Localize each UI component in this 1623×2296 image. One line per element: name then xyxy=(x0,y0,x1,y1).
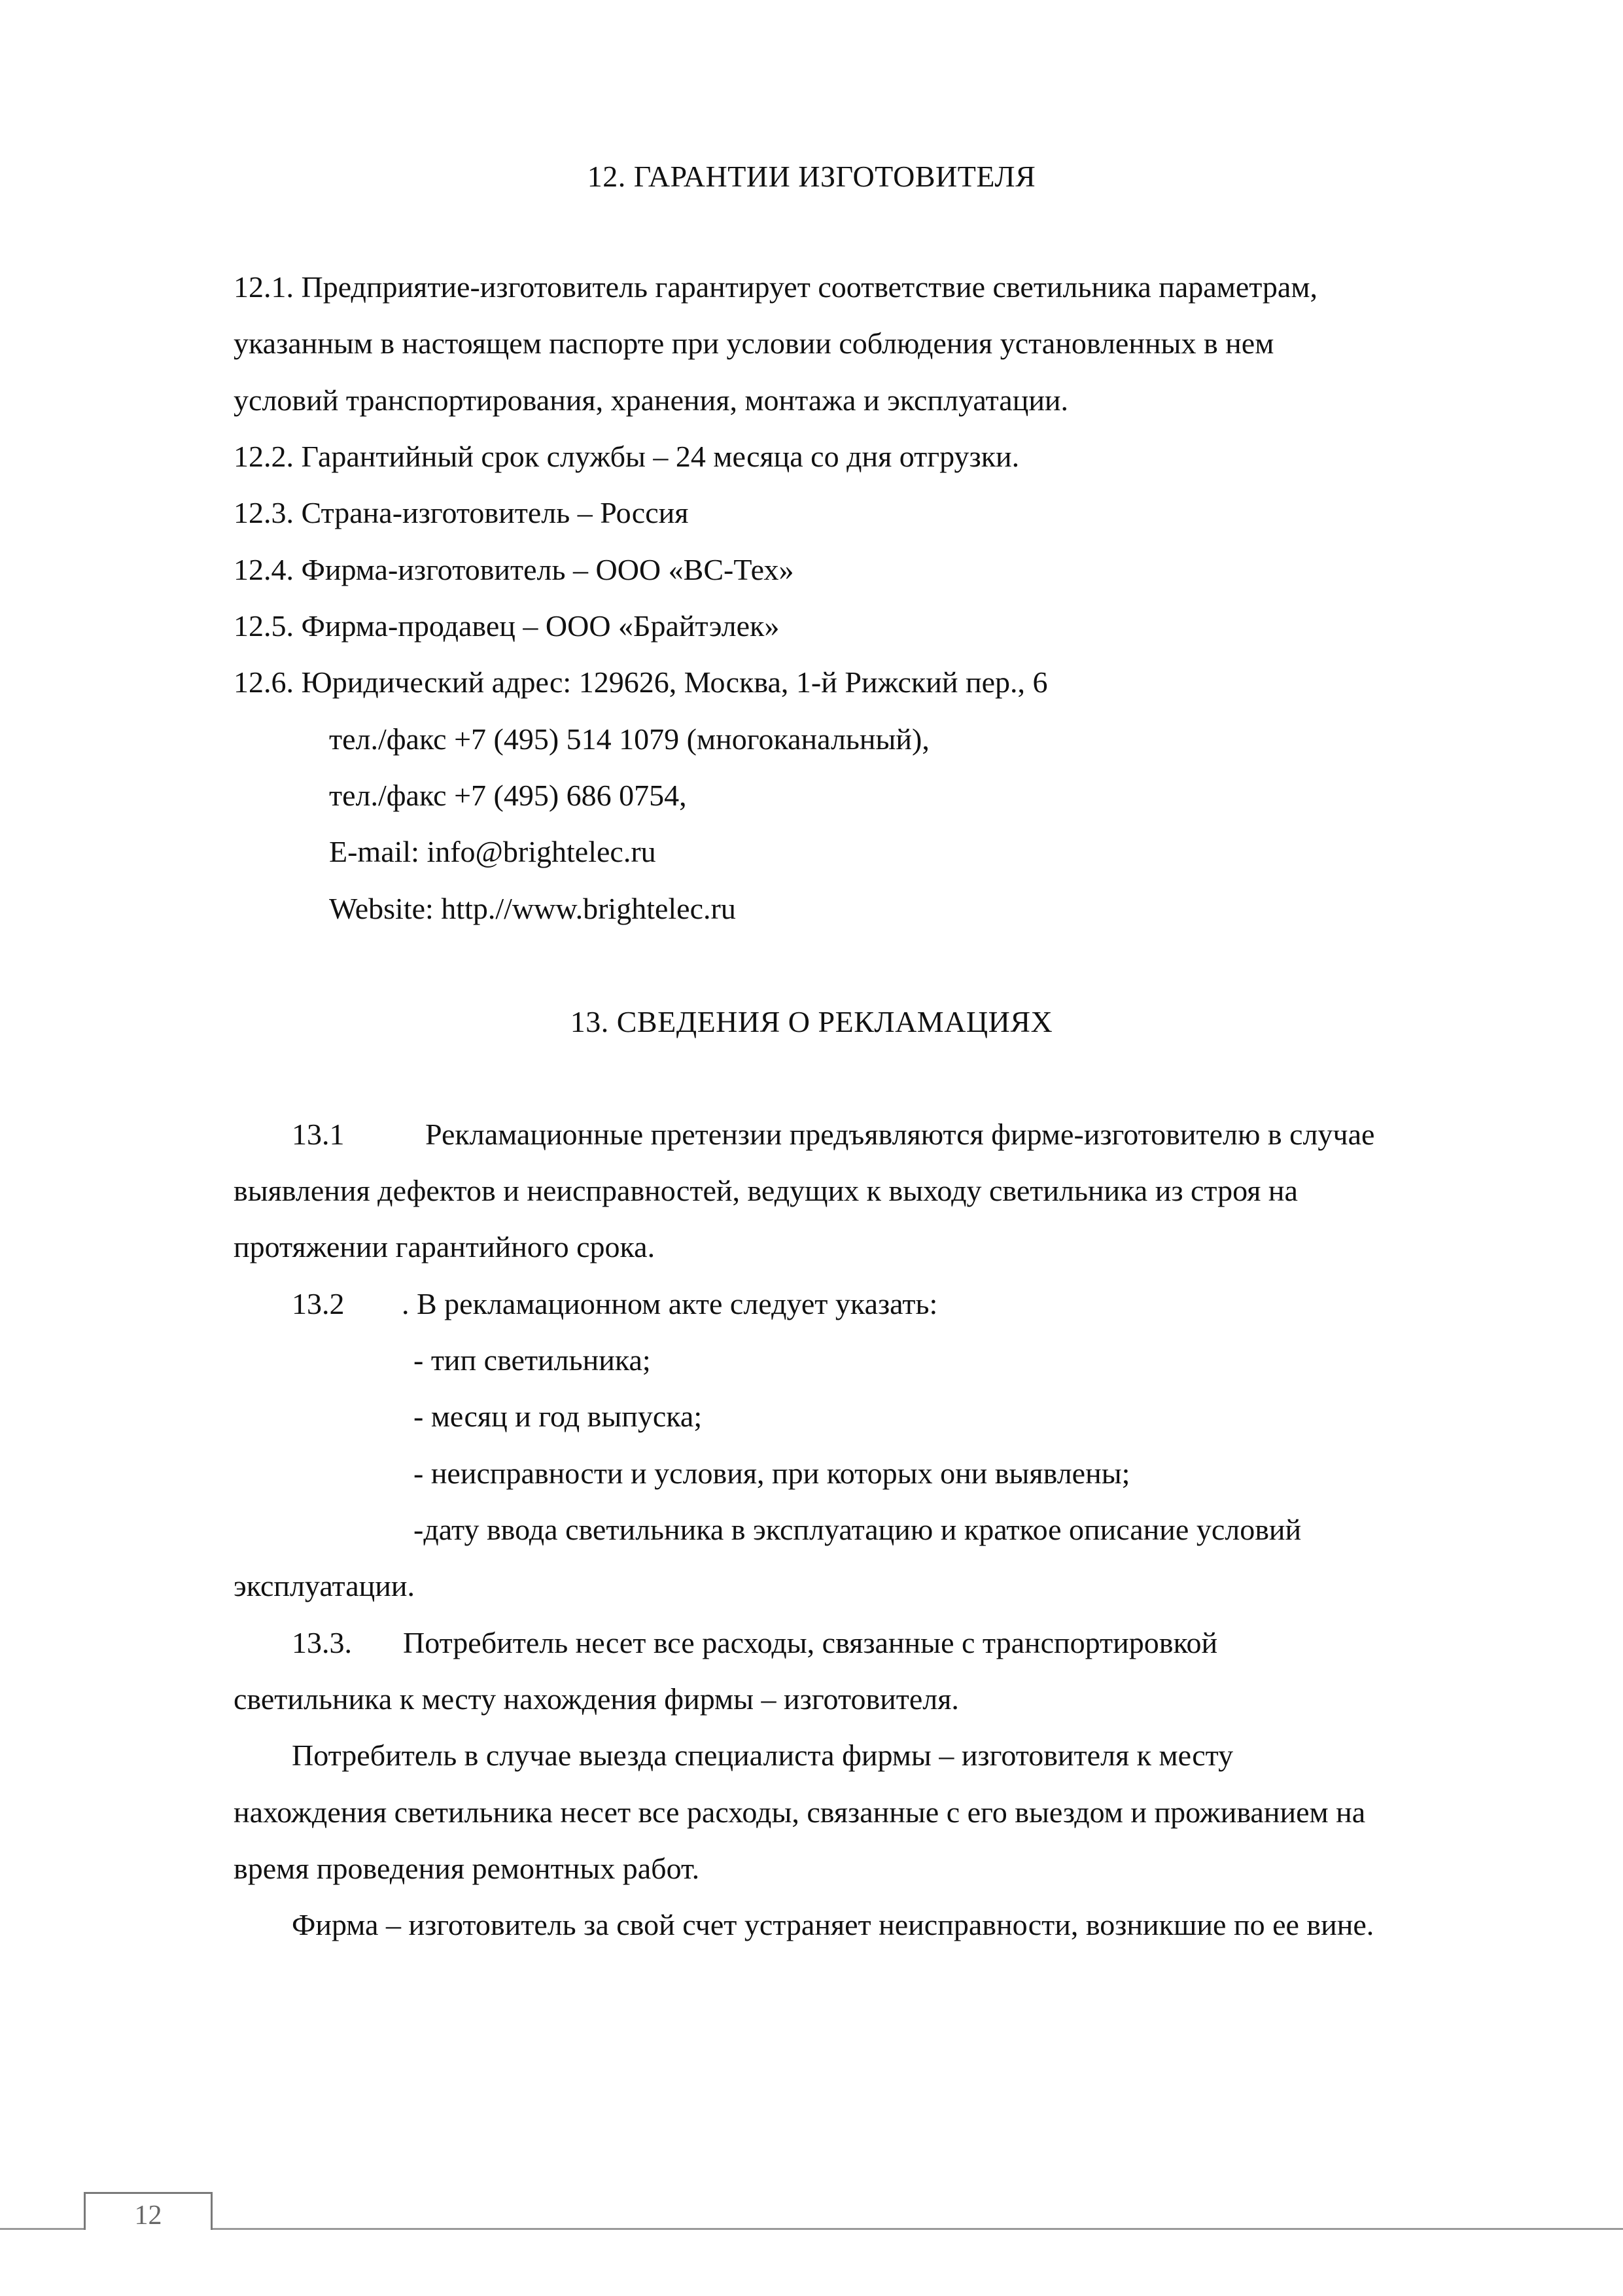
paragraph-12-1-line-3: условий транспортирования, хранения, монтажа и эксплуатации. xyxy=(234,383,1069,417)
list-item-lamp-type: - тип светильника; xyxy=(413,1343,651,1377)
list-item-month-year: - месяц и год выпуска; xyxy=(413,1400,703,1433)
paragraph-12-6: 12.6. Юридический адрес: 129626, Москва, 1-й Рижский пер., 6 xyxy=(234,665,1048,699)
paragraph-12-1-line-2: указанным в настоящем паспорте при условии соблюдения установленных в нем xyxy=(234,327,1274,360)
paragraph-13-1-line-2: выявления дефектов и неисправностей, ведущих к выходу светильника из строя на xyxy=(234,1174,1298,1207)
paragraph-13-1-line-3: протяжении гарантийного срока. xyxy=(234,1230,655,1263)
paragraph-13-3-line-1: Потребитель несет все расходы, связанные с транспортировкой xyxy=(403,1626,1218,1659)
paragraph-13-1-number: 13.1 xyxy=(292,1118,345,1151)
contact-phone-2: тел./факс +7 (495) 686 0754, xyxy=(329,779,687,812)
section-13-title: 13. СВЕДЕНИЯ О РЕКЛАМАЦИЯХ xyxy=(570,1005,1053,1038)
paragraph-12-5: 12.5. Фирма-продавец – ООО «Брайтэлек» xyxy=(234,609,780,643)
paragraph-12-4: 12.4. Фирма-изготовитель – ООО «ВС-Тех» xyxy=(234,553,794,586)
list-item-faults: - неисправности и условия, при которых они выявлены; xyxy=(413,1457,1130,1490)
paragraph-13-3-line-2: светильника к месту нахождения фирмы – изготовителя. xyxy=(234,1682,959,1716)
paragraph-12-2: 12.2. Гарантийный срок службы – 24 месяца со дня отгрузки. xyxy=(234,440,1020,473)
paragraph-13-3-number: 13.3. xyxy=(292,1626,352,1659)
paragraph-13-4-line-3: время проведения ремонтных работ. xyxy=(234,1852,700,1885)
section-12-title: 12. ГАРАНТИИ ИЗГОТОВИТЕЛЯ xyxy=(587,160,1036,193)
paragraph-12-3: 12.3. Страна-изготовитель – Россия xyxy=(234,496,689,529)
page-number: 12 xyxy=(134,2200,162,2231)
paragraph-13-4-line-2: нахождения светильника несет все расходы, связанные с его выездом и проживанием на xyxy=(234,1795,1366,1829)
contact-phone-1: тел./факс +7 (495) 514 1079 (многоканальный), xyxy=(329,722,930,756)
footer-rule-right xyxy=(213,2228,1623,2230)
paragraph-13-2-text: . В рекламационном акте следует указать: xyxy=(402,1287,938,1320)
paragraph-12-1-line-1: 12.1. Предприятие-изготовитель гарантирует соответствие светильника параметрам, xyxy=(234,270,1318,304)
paragraph-13-5: Фирма – изготовитель за свой счет устраняет неисправности, возникшие по ее вине. xyxy=(292,1908,1374,1941)
paragraph-13-4-line-1: Потребитель в случае выезда специалиста фирмы – изготовителя к месту xyxy=(292,1739,1234,1772)
paragraph-13-1-line-1: Рекламационные претензии предъявляются фирме-изготовителю в случае xyxy=(425,1118,1375,1151)
contact-website: Website: http.//www.brightelec.ru xyxy=(329,892,736,925)
contact-email: E-mail: info@brightelec.ru xyxy=(329,835,656,868)
paragraph-13-2-number: 13.2 xyxy=(292,1287,345,1320)
footer-rule-left xyxy=(0,2228,84,2230)
list-item-commissioning-line-2: эксплуатации. xyxy=(234,1569,415,1602)
list-item-commissioning-line-1: -дату ввода светильника в эксплуатацию и краткое описание условий xyxy=(413,1513,1302,1546)
